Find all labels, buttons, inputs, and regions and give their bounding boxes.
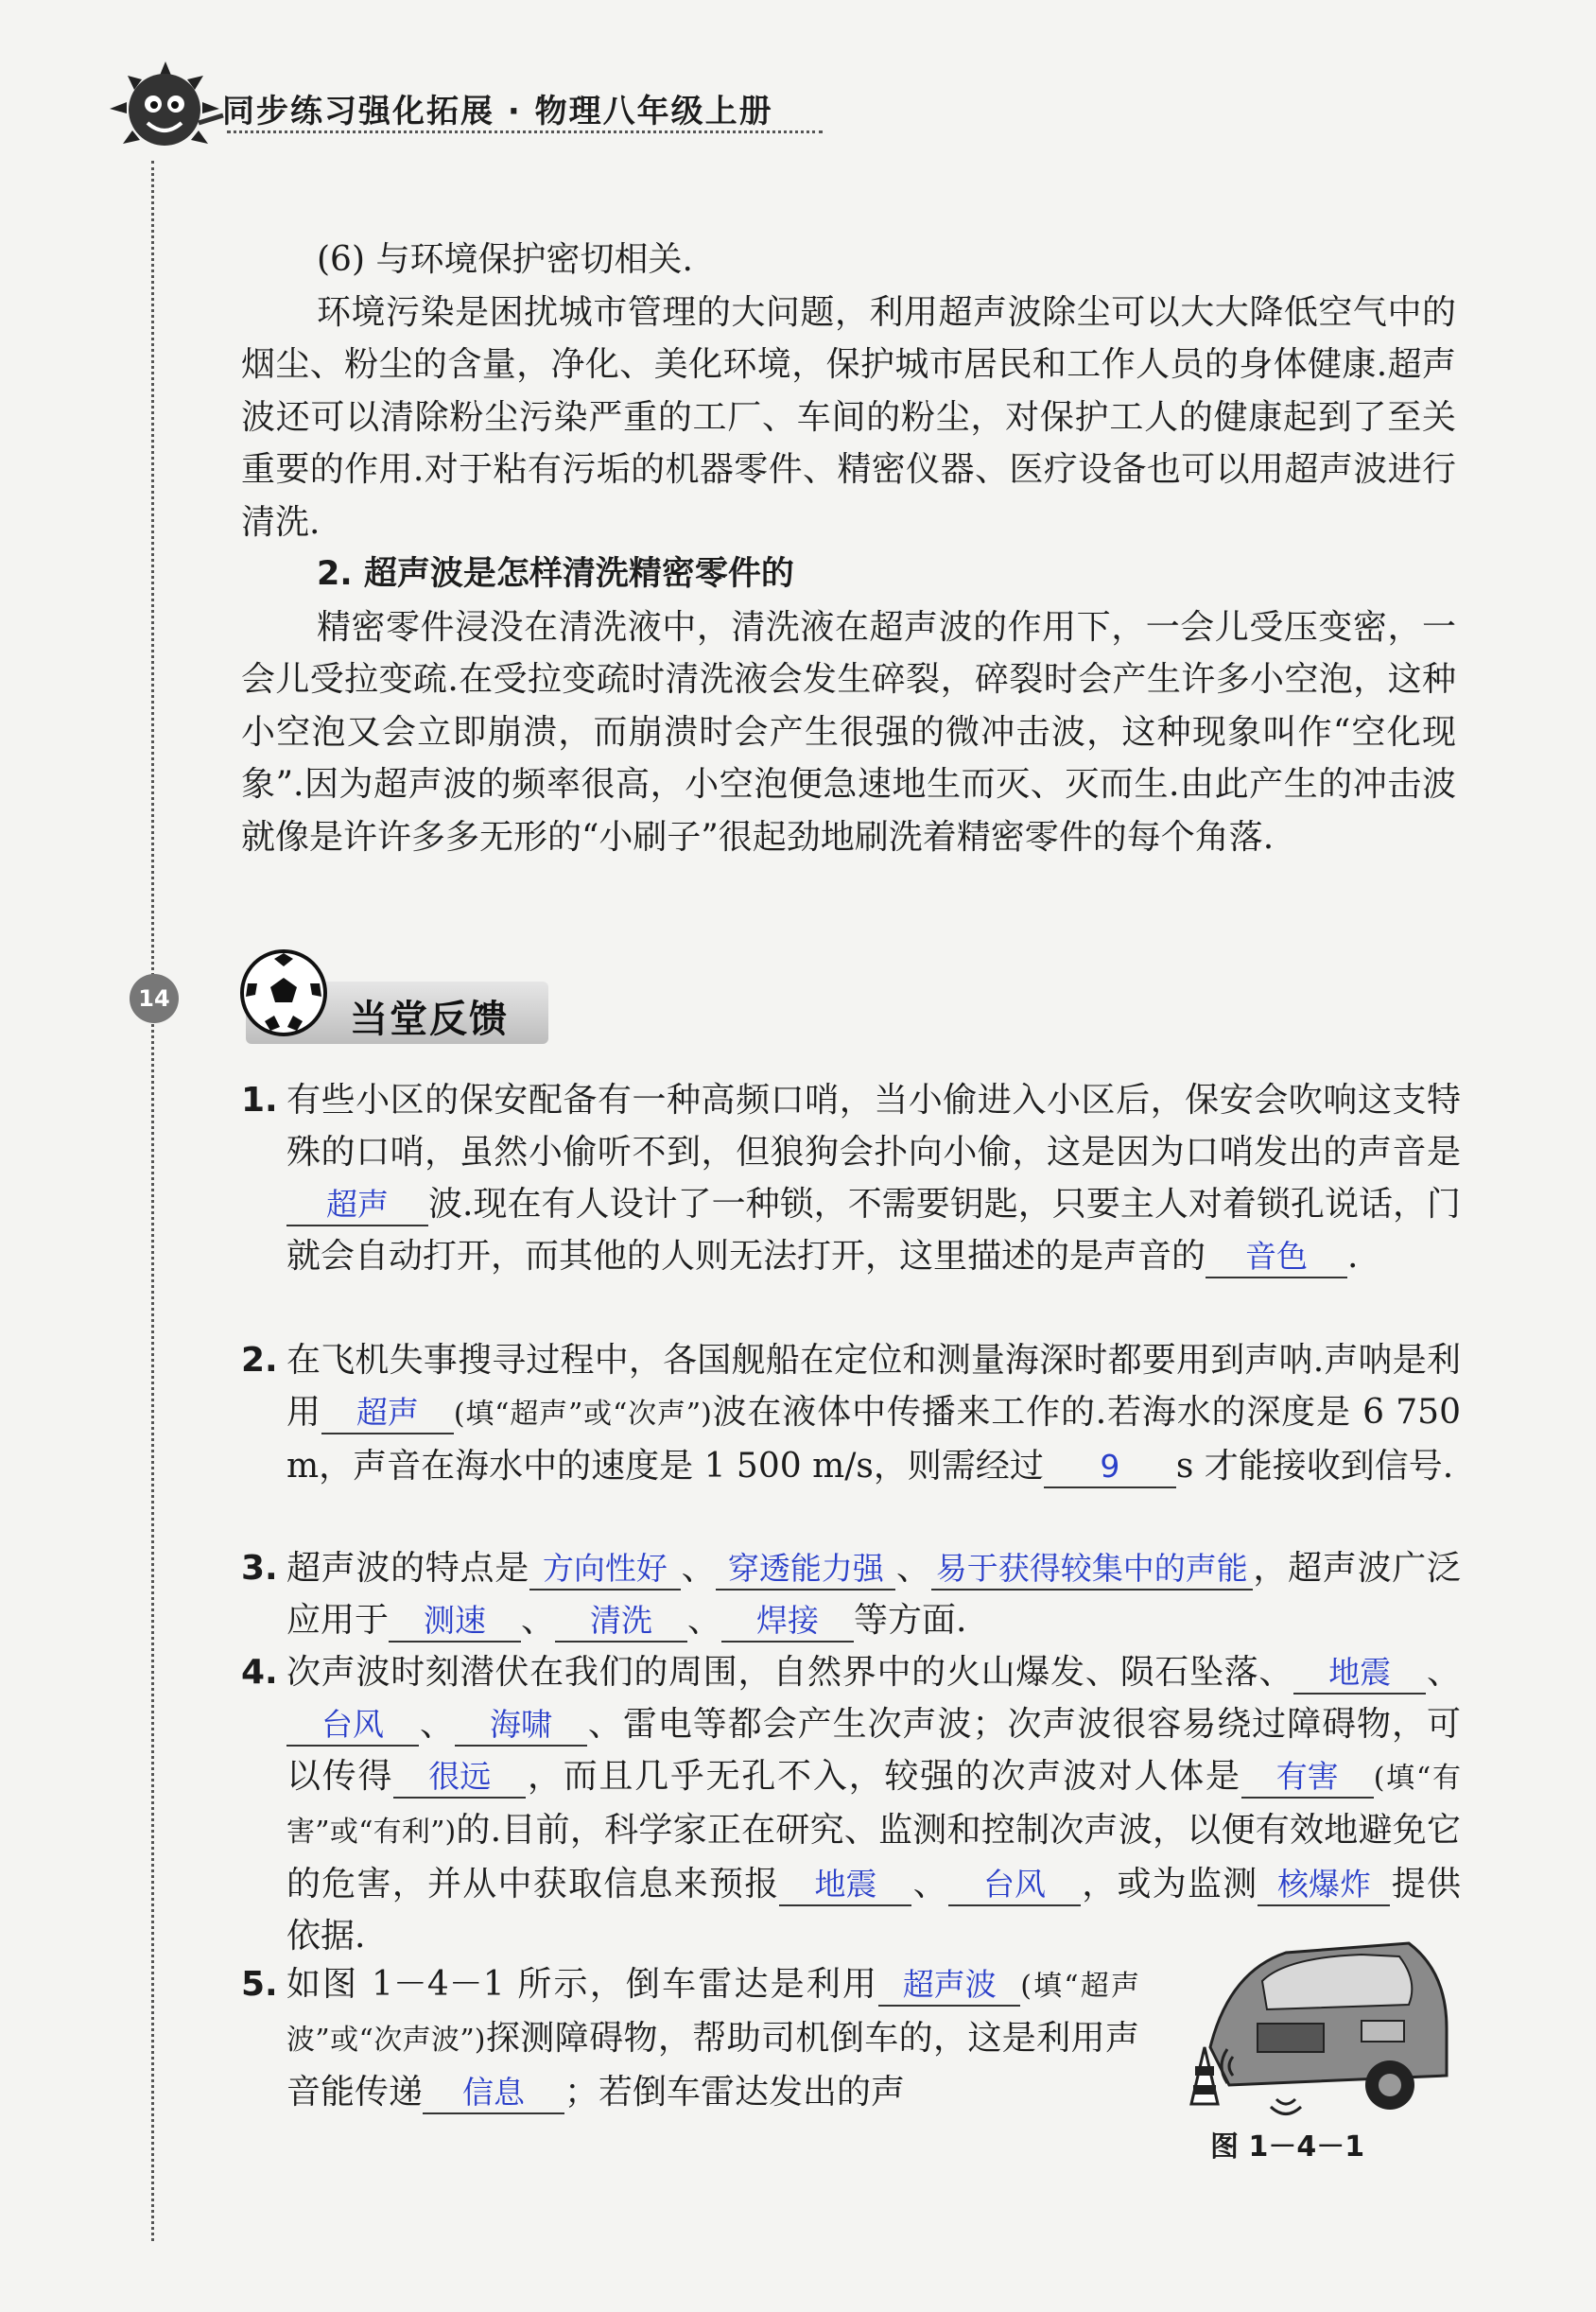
answer-blank — [555, 1601, 687, 1643]
separator: 、 — [1426, 1653, 1461, 1692]
question-text: 有些小区的保安配备有一种高频口哨，当小偷进入小区后，保安会吹响这支特殊的口哨，虽然小偷听不到，但狼狗会扑向小偷，这是因为口哨发出的声音是 — [286, 1081, 1461, 1172]
handwritten-answer: 超声 — [326, 1186, 389, 1223]
question-note: (填“有害”或“有利”) — [286, 1762, 1461, 1849]
question-text: 波.现在有人设计了一种锁，不需要钥匙，只要主人对着锁孔说话，门就会自动打开，而其他的人则无法打开，这里描述的是声音的 — [286, 1185, 1461, 1276]
reading-passage — [241, 234, 1456, 863]
handwritten-answer: 海啸 — [489, 1706, 552, 1743]
answer-blank — [455, 1705, 587, 1747]
answer-blank — [779, 1865, 911, 1906]
page-header — [104, 57, 841, 142]
question-5 — [241, 1958, 1139, 2118]
handwritten-answer: 台风 — [982, 1866, 1046, 1903]
question-number: 1. — [241, 1081, 278, 1120]
section2-title: 2. 超声波是怎样清洗精密零件的 — [317, 555, 794, 593]
handwritten-answer: 清洗 — [590, 1602, 653, 1639]
answer-blank — [393, 1757, 526, 1799]
answer-blank — [423, 2073, 564, 2114]
answer-blank — [389, 1601, 521, 1643]
answer-blank — [878, 1965, 1020, 2007]
answer-blank — [721, 1601, 854, 1643]
question-3 — [241, 1542, 1461, 1646]
answer-blank — [1293, 1653, 1426, 1695]
answer-blank — [716, 1549, 895, 1591]
handwritten-answer: 核爆炸 — [1276, 1866, 1371, 1903]
answer-blank — [286, 1705, 419, 1747]
handwritten-answer: 9 — [1100, 1448, 1120, 1485]
question-text: ，超声波广泛应用于 — [286, 1549, 1461, 1640]
handwritten-answer: 测速 — [424, 1602, 487, 1639]
question-text: . — [1347, 1237, 1359, 1276]
handwritten-answer: 有害 — [1275, 1758, 1339, 1795]
answer-blank — [286, 1185, 428, 1226]
handwritten-answer: 台风 — [321, 1706, 384, 1743]
question-text: s 才能接收到信号. — [1175, 1447, 1454, 1486]
answer-blank — [1241, 1757, 1374, 1799]
handwritten-answer: 易于获得较集中的声能 — [935, 1550, 1248, 1587]
question-text: 如图 1－4－1 所示，倒车雷达是利用 — [286, 1965, 879, 2004]
section2-body: 精密零件浸没在清洗液中，清洗液在超声波的作用下，一会儿受压变密，一会儿受拉变疏.在受拉变疏时清洗液会发生碎裂，碎裂时会产生许多小空泡，这种小空泡又会立即崩溃，而崩溃时会产生很强的微冲击波，这种现象叫作“空化现象”.因为超声波的频率很高，小空泡便急速地生而灭、灭而生.由此产生的冲击波就像是许许多多无形的“小刷子”很起劲地刷洗着精密零件的每个角落. — [241, 607, 1456, 857]
car-reversing-radar-illustration — [1172, 1915, 1456, 2132]
question-text: 的.目前，科学家正在研究、监测和控制次声波，以便有效地避免它的危害，并从中获取信息来预报 — [286, 1811, 1461, 1903]
handwritten-answer: 焊接 — [756, 1602, 820, 1639]
mascot-icon — [104, 57, 227, 161]
question-text: 提供依据. — [286, 1865, 1461, 1956]
question-number: 4. — [241, 1653, 278, 1692]
separator: 、 — [521, 1601, 556, 1640]
handwritten-answer: 音色 — [1245, 1238, 1309, 1275]
separator: 、 — [687, 1601, 722, 1640]
handwritten-answer: 方向性好 — [542, 1550, 668, 1587]
answer-blank — [321, 1393, 454, 1434]
section-title: 当堂反馈 — [350, 998, 509, 1041]
answer-blank — [931, 1549, 1253, 1591]
figure-caption: 图 1－4－1 — [1210, 2130, 1365, 2164]
handwritten-answer: 地震 — [1328, 1654, 1392, 1691]
handwritten-answer: 很远 — [428, 1758, 492, 1795]
separator: 、 — [895, 1549, 931, 1588]
separator: 、 — [680, 1549, 717, 1588]
question-text: 在飞机失事搜寻过程中，各国舰船在定位和测量海深时都要用到声呐.声呐是利用 — [286, 1341, 1461, 1432]
handwritten-answer: 信息 — [462, 2074, 526, 2111]
question-text: ，而且几乎无孔不入，较强的次声波对人体是 — [526, 1757, 1241, 1796]
separator: 、 — [911, 1865, 948, 1903]
question-text: 等方面. — [854, 1601, 967, 1640]
question-text: ，或为监测 — [1080, 1865, 1258, 1903]
question-2 — [241, 1334, 1461, 1492]
question-number: 5. — [241, 1965, 278, 2004]
question-text: 波在液体中传播来工作的.若海水的深度是 6 750 m，声音在海水中的速度是 1 500 m/s，则需经过 — [286, 1393, 1461, 1486]
answer-blank — [948, 1865, 1081, 1906]
handwritten-answer: 穿透能力强 — [727, 1550, 884, 1587]
page-number: 14 — [130, 974, 179, 1023]
question-text: 超声波的特点是 — [286, 1549, 529, 1588]
question-text: 探测障碍物，帮助司机倒车的，这是利用声音能传递 — [286, 2019, 1139, 2112]
item6-title: (6) 与环境保护密切相关. — [317, 240, 693, 279]
item6-body: 环境污染是困扰城市管理的大问题，利用超声波除尘可以大大降低空气中的烟尘、粉尘的含量，净化、美化环境，保护城市居民和工作人员的身体健康.超声波还可以清除粉尘污染严重的工厂、车间的粉尘，对保护工人的健康起到了至关重要的作用.对于粘有污垢的机器零件、精密仪器、医疗设备也可以用超声波进行清洗. — [241, 292, 1456, 542]
question-note: (填“超声波”或“次声波”) — [286, 1970, 1139, 2057]
soccer-ball-icon — [236, 946, 331, 1040]
section-banner — [236, 946, 558, 1050]
handwritten-answer: 超声 — [356, 1394, 419, 1431]
answer-blank — [1206, 1237, 1347, 1278]
answer-blank — [1044, 1447, 1176, 1488]
question-text: 、雷电等都会产生次声波；次声波很容易绕过障碍物，可以传得 — [286, 1705, 1461, 1796]
answer-blank — [1258, 1865, 1390, 1906]
question-number: 2. — [241, 1341, 278, 1380]
question-text: 次声波时刻潜伏在我们的周围，自然界中的火山爆发、陨石坠落、 — [286, 1653, 1294, 1692]
header-divider — [227, 130, 823, 133]
question-number: 3. — [241, 1549, 278, 1588]
handwritten-answer: 超声波 — [902, 1966, 997, 2003]
question-1 — [241, 1074, 1461, 1282]
question-text: ；若倒车雷达发出的声 — [564, 2073, 906, 2112]
answer-blank — [529, 1549, 681, 1591]
handwritten-answer: 地震 — [814, 1866, 877, 1903]
question-note: (填“超声”或“次声”) — [453, 1398, 712, 1431]
margin-divider — [151, 161, 154, 2241]
separator: 、 — [419, 1705, 455, 1744]
header-title: 同步练习强化拓展 · 物理八年级上册 — [222, 93, 773, 130]
